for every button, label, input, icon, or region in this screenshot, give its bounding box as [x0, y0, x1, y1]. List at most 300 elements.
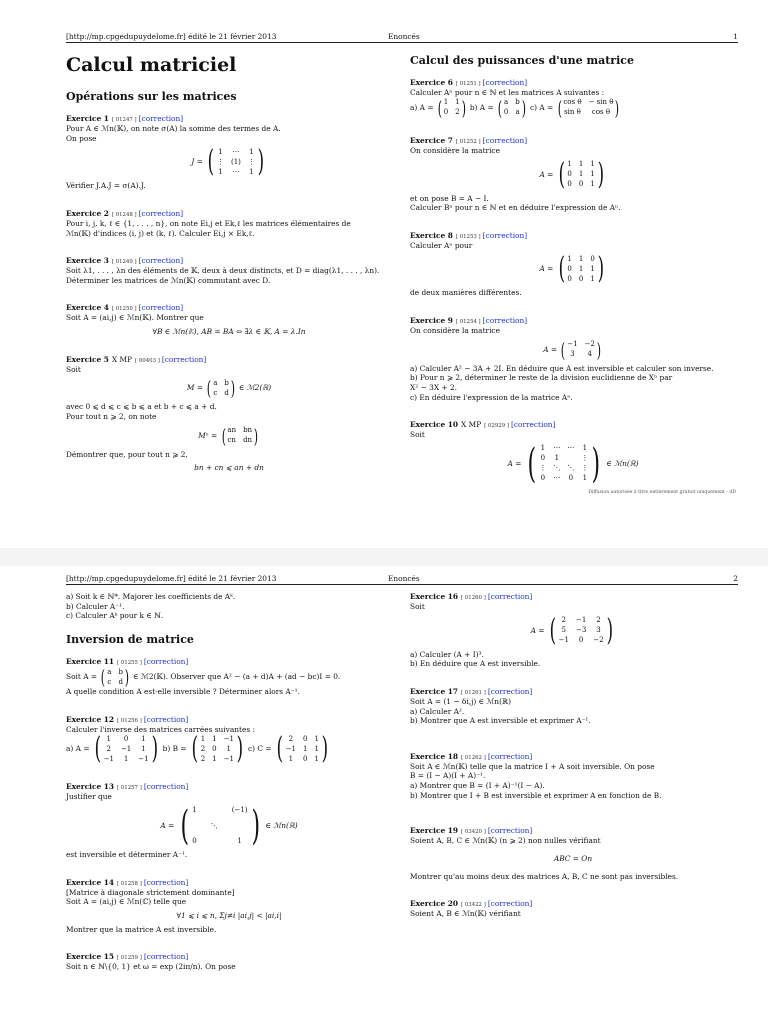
- correction-link[interactable]: [correction]: [138, 303, 184, 313]
- matrix-grid: [559, 616, 604, 645]
- correction-link[interactable]: [correction]: [138, 113, 184, 123]
- matrix-cell: 1: [218, 167, 223, 176]
- matrix-A: ( a b c d ): [101, 665, 129, 690]
- document-title: Calcul matriciel: [66, 54, 237, 76]
- exercise-text: X² − 3X + 2.: [410, 382, 458, 392]
- matrix-cell: 1: [443, 98, 449, 107]
- exercise-tag: [ 01255 ]: [117, 660, 142, 667]
- matrix-cell: [192, 822, 196, 831]
- matrix-grid: [504, 98, 520, 117]
- exercise-heading: Exercice 9: [410, 316, 453, 326]
- exercise-heading: Exercice 1: [66, 113, 109, 123]
- exercise-heading: Exercice 4: [66, 303, 109, 313]
- matrix-cell: 1: [218, 147, 223, 156]
- exercise-text: a) Calculer (A + I)³.: [410, 649, 484, 659]
- exercise-text: On pose: [66, 133, 97, 143]
- matrix-grid: [286, 735, 319, 764]
- matrix-A: ( 2 −1 2 5 −3 3 −1 0 −2 ): [549, 612, 613, 648]
- matrix-grid: [567, 160, 594, 189]
- exercise-text: Soit A ∈ ℳn(𝕂) telle que la matrice I + A soit inversible. On pose: [410, 761, 655, 771]
- matrix-cell: −1: [223, 755, 234, 763]
- page-number: 2: [733, 574, 738, 583]
- matrix-cell: cos θ: [563, 98, 582, 107]
- matrix-cell: − sin θ: [588, 98, 614, 107]
- matrix-cell: 0: [578, 636, 584, 645]
- exercise-text: a) Montrer que B = (I + A)⁻¹(I − A).: [410, 781, 545, 791]
- matrix-A: ( −1 −2 3 4 ): [561, 337, 602, 362]
- matrix-cell: −1: [575, 616, 587, 624]
- item-label: c) A =: [529, 102, 554, 112]
- exercise-text: On considère la matrice: [410, 326, 500, 336]
- matrix-cell: sin θ: [564, 108, 581, 117]
- exercise-text: b) Montrer que I + B est inversible et exprimer A en fonction de B.: [410, 790, 662, 800]
- item-label: a) A =: [410, 102, 434, 112]
- matrix-b: ( 1 1 −1 2 0 1 2 1 −1 ): [191, 731, 244, 767]
- exercise-text: Pour i, j, k, ℓ ∈ {1, . . . , n}, on note Ei,j et Ek,ℓ les matrices élémentaires de: [66, 218, 351, 228]
- matrix-display: [66, 803, 392, 850]
- matrix-cell: −2: [593, 636, 604, 645]
- matrix-cell: 1: [249, 147, 254, 156]
- matrix-cell: ⋮: [581, 454, 589, 463]
- exercise-tag: [ 01257 ]: [117, 785, 142, 792]
- matrix-cell: 1: [314, 755, 319, 763]
- matrix-c: ( 2 0 1 −1 1 1 1 0 1 ): [276, 731, 329, 767]
- matrix-cell: [211, 806, 218, 815]
- matrix-cell: 0: [123, 734, 129, 743]
- matrix-lhs: A =: [539, 169, 554, 179]
- matrix-cell: ⋯: [232, 167, 240, 176]
- correction-link[interactable]: [correction]: [482, 316, 528, 326]
- exercise-line: [66, 665, 392, 690]
- matrix-cell: cos θ: [591, 108, 611, 117]
- matrix-cell: 2: [596, 616, 601, 624]
- matrix-cell: d: [224, 388, 229, 397]
- exercise-8: [410, 231, 736, 298]
- matrix-cell: 0: [303, 734, 308, 743]
- exercise-6: [410, 78, 736, 118]
- exercise-tag: [ 01250 ]: [111, 306, 137, 313]
- matrix-cell: 1: [141, 734, 146, 743]
- correction-link[interactable]: [correction]: [143, 714, 189, 724]
- matrix-grid: [567, 340, 595, 359]
- matrix-cell: 1: [590, 159, 595, 168]
- exercise-text: On considère la matrice: [410, 145, 500, 155]
- matrix-grid: [227, 426, 252, 445]
- exercise-10-continued: [66, 592, 392, 621]
- left-column: [66, 592, 392, 990]
- exercise-text: et on pose B = A − I.: [410, 193, 489, 203]
- exercise-heading: Exercice 5: [66, 354, 109, 364]
- exercise-3: [66, 256, 392, 285]
- matrix-cell: 1: [582, 444, 588, 453]
- matrix-cell: 2: [106, 744, 111, 753]
- exercise-tag: [ 03420 ]: [461, 829, 486, 836]
- section-title-inversion: Inversion de matrice: [66, 632, 194, 646]
- matrix-a: ( 1 1 0 2 ): [437, 95, 466, 120]
- exercise-5: [66, 355, 392, 473]
- header-url[interactable]: [http://mp.cpgedupuydelome.fr] édité le 21 février 2013: [66, 32, 277, 41]
- exercise-1: [66, 114, 392, 191]
- exercise-text: Calculer Bⁿ pour n ∈ ℕ et en déduire l'expression de Aⁿ.: [410, 203, 621, 213]
- exercise-15: [66, 952, 392, 972]
- header-rule: [66, 584, 738, 585]
- exam-label: X MP: [461, 420, 482, 430]
- matrix-cell: 1: [303, 744, 308, 753]
- matrix-M: ( a b c d ): [207, 376, 235, 401]
- exercise-heading: Exercice 15: [66, 952, 115, 962]
- matrix-cell: 5: [561, 626, 567, 635]
- matrix-J: ( 1 ⋯ 1 ⋮ (1) ⋮ 1 ⋯ 1 ): [207, 144, 264, 180]
- item-label: a) A =: [66, 744, 90, 754]
- matrix-cell: 1: [578, 170, 584, 179]
- exercise-text: Soit A = (ai,j) ∈ ℳn(ℂ) telle que: [66, 897, 187, 907]
- exercise-text: a) Calculer A² − 3A + 2I. En déduire que A est inversible et calculer son inverse.: [410, 363, 714, 373]
- matrix-cell: 2: [200, 755, 206, 763]
- exercise-7: [410, 136, 736, 213]
- exercise-tag: [ 01256 ]: [117, 717, 142, 724]
- matrix-a: ( 1 0 1 2 −1 1 −1 1 −1 ): [94, 731, 158, 767]
- matrix-rhs: ∈ ℳ2(ℝ): [239, 383, 272, 393]
- matrix-cell: 1: [212, 734, 217, 743]
- exercise-text: ℳn(𝕂) d'indices (i, j) et (k, ℓ). Calculer Ei,j × Ek,ℓ.: [66, 228, 255, 238]
- matrix-cell: 0: [578, 180, 584, 189]
- matrix-display: [66, 144, 392, 180]
- matrix-cell: 1: [106, 734, 111, 743]
- correction-link[interactable]: [correction]: [487, 751, 533, 761]
- section-title-operations: Opérations sur les matrices: [66, 89, 237, 103]
- matrix-cell: a: [503, 98, 509, 107]
- matrix-cell: an: [227, 425, 237, 434]
- footer-note: Diffusion autorisée à titre entièrement gratuit uniquement - dD: [588, 489, 736, 495]
- matrix-display: [66, 423, 392, 448]
- correction-link[interactable]: [correction]: [143, 657, 189, 667]
- exercise-tag: [ 00403 ]: [135, 357, 160, 364]
- exercise-heading: Exercice 18: [410, 751, 459, 761]
- matrix-row: [66, 731, 392, 767]
- matrix-cell: 0: [567, 170, 572, 179]
- correction-link[interactable]: [correction]: [487, 899, 533, 909]
- display-formula: bn + cn ⩽ an + dn: [194, 463, 264, 473]
- exercise-text: Calculer Aⁿ pour: [410, 240, 473, 250]
- exercise-tag: [ 01249 ]: [111, 259, 137, 266]
- matrix-cell: (1): [230, 157, 241, 166]
- page-header: [66, 32, 738, 42]
- exercise-text: [Matrice à diagonale strictement dominante]: [66, 887, 235, 897]
- matrix-lhs: A =: [530, 625, 545, 635]
- exercise-tag: [ 01253 ]: [455, 233, 481, 240]
- matrix-cell: 1: [141, 744, 146, 753]
- exercise-9: [410, 316, 736, 402]
- exercise-heading: Exercice 19: [410, 826, 459, 836]
- matrix-cell: cn: [227, 436, 236, 445]
- exercise-heading: Exercice 17: [410, 686, 459, 696]
- exercise-heading: Exercice 6: [410, 78, 453, 88]
- matrix-cell: 0: [578, 275, 584, 284]
- matrix-cell: c: [213, 388, 218, 397]
- matrix-cell: 1: [200, 734, 206, 743]
- matrix-cell: (−1): [231, 806, 248, 815]
- exam-label: X MP: [111, 354, 133, 364]
- exercise-text: Pour tout n ⩾ 2, on note: [66, 411, 157, 421]
- matrix-cell: 1: [590, 264, 595, 273]
- exercise-tag: [ 01248 ]: [111, 211, 137, 218]
- exercise-heading: Exercice 20: [410, 899, 459, 909]
- exercise-tag: [ 01261 ]: [461, 689, 486, 696]
- matrix-cell: 0: [192, 836, 197, 845]
- matrix-cell: 1: [578, 254, 584, 263]
- exercise-tag: [ 01259 ]: [117, 955, 142, 962]
- header-section: Enoncés: [388, 574, 420, 583]
- matrix-cell: 3: [570, 350, 575, 359]
- matrix-cell: ⋯: [553, 474, 561, 483]
- matrix-cell: 0: [540, 474, 546, 483]
- right-column: [410, 50, 736, 514]
- matrix-grid: [217, 148, 255, 177]
- exercise-20: [410, 899, 736, 919]
- exercise-2: [66, 209, 392, 238]
- matrix-cell: 1: [590, 170, 595, 179]
- matrix-cell: 2: [455, 108, 460, 117]
- matrix-display: [410, 251, 736, 287]
- exercise-16: [410, 592, 736, 669]
- exercise-heading: Exercice 10: [410, 420, 459, 430]
- exercise-text: Justifier que: [66, 792, 112, 802]
- correction-link[interactable]: [correction]: [487, 826, 533, 836]
- matrix-cell: [211, 837, 218, 846]
- matrix-cell: 0: [303, 755, 308, 763]
- matrix-cell: [567, 454, 574, 463]
- exercise-text: b) Montrer que A est inversible et exprimer A⁻¹.: [410, 716, 591, 726]
- matrix-cell: −1: [120, 744, 132, 753]
- exercise-19: [410, 826, 736, 881]
- matrix-grid: [567, 255, 594, 284]
- exercise-text: a) Calculer A².: [410, 706, 465, 716]
- matrix-lhs: A =: [507, 458, 522, 468]
- matrix-display: [410, 440, 736, 487]
- item-label: c) C =: [248, 744, 272, 754]
- exercise-text: c) Calculer Aᵏ pour k ∈ ℕ.: [66, 611, 164, 621]
- correction-link[interactable]: [correction]: [143, 952, 189, 962]
- matrix-cell: 1: [123, 755, 129, 763]
- exercise-text: B = (I − A)(I + A)⁻¹.: [410, 771, 486, 781]
- page-separator: [0, 548, 768, 566]
- exercise-tag: [ 02929 ]: [484, 423, 509, 430]
- correction-link[interactable]: [correction]: [482, 230, 528, 240]
- exercise-heading: Exercice 3: [66, 256, 109, 266]
- correction-link[interactable]: [correction]: [143, 877, 189, 887]
- matrix-cell: 1: [455, 98, 460, 107]
- exercise-heading: Exercice 8: [410, 230, 453, 240]
- matrix-grid: [563, 98, 613, 117]
- matrix-cell: 1: [237, 836, 242, 845]
- exercise-text: Déterminer les matrices de ℳn(𝕂) commutant avec D.: [66, 275, 271, 285]
- matrix-cell: 0: [503, 108, 509, 117]
- exercise-heading: Exercice 14: [66, 877, 115, 887]
- matrix-A: ( 1 1 1 0 1 1 0 0 1 ): [558, 156, 604, 192]
- page-2: [0, 566, 768, 1024]
- exercise-12: [66, 715, 392, 765]
- page-header: [66, 574, 738, 584]
- exercise-text: Soit λ1, . . . , λn des éléments de 𝕂, deux à deux distincts, et D = diag(λ1, . . . , λn).: [66, 266, 380, 276]
- matrix-rhs: ∈ ℳn(ℝ): [265, 821, 298, 831]
- matrix-cell: 2: [288, 734, 294, 743]
- correction-link[interactable]: [correction]: [143, 782, 189, 792]
- matrix-row: [410, 95, 736, 120]
- matrix-cell: 1: [582, 474, 588, 483]
- correction-link[interactable]: [correction]: [482, 135, 528, 145]
- matrix-cell: d: [118, 677, 123, 686]
- matrix-display: [410, 612, 736, 648]
- matrix-cell: 0: [567, 264, 572, 273]
- matrix-cell: ⋯: [567, 444, 575, 453]
- matrix-cell: 0: [590, 254, 595, 263]
- matrix-cell: b: [224, 378, 229, 387]
- exercise-heading: Exercice 2: [66, 208, 109, 218]
- item-label: b) A =: [469, 102, 494, 112]
- matrix-cell: 0: [567, 180, 572, 189]
- exercise-18: [410, 752, 736, 801]
- matrix-cell: ⋮: [216, 157, 224, 166]
- exercise-text: Calculer Aⁿ pour n ∈ ℕ et les matrices A suivantes :: [410, 88, 605, 98]
- matrix-cell: −1: [223, 734, 234, 743]
- exercise-text: de deux manières différentes.: [410, 288, 522, 298]
- exercise-heading: Exercice 11: [66, 657, 115, 667]
- matrix-grid: [201, 735, 234, 764]
- exercise-text: Soit: [410, 430, 425, 440]
- matrix-cell: −3: [575, 626, 587, 635]
- matrix-cell: b: [515, 98, 520, 107]
- matrix-grid: [192, 806, 247, 845]
- exercise-tag: [ 01258 ]: [117, 880, 142, 887]
- matrix-cell: ⋮: [581, 464, 589, 473]
- exercise-text: c) En déduire l'expression de la matrice Aⁿ.: [410, 392, 573, 402]
- matrix-cell: ⋱: [567, 464, 575, 473]
- matrix-display: [410, 337, 736, 362]
- exercise-text: ∈ ℳ2(𝕂). Observer que A² − (a + d)A + (ad − bc)I = 0.: [133, 672, 341, 682]
- matrix-cell: 1: [249, 167, 254, 176]
- exercise-text: a) Soit k ∈ ℕ*. Majorer les coefficients de Aᵏ.: [66, 592, 236, 601]
- matrix-cell: −1: [103, 755, 114, 763]
- exercise-11: [66, 657, 392, 697]
- matrix-lhs: Mⁿ =: [198, 430, 218, 440]
- matrix-cell: 2: [200, 744, 206, 753]
- correction-link[interactable]: [correction]: [487, 592, 533, 601]
- matrix-lhs: J =: [191, 157, 203, 167]
- matrix-cell: [232, 822, 248, 831]
- matrix-cell: 0: [540, 454, 546, 463]
- exercise-tag: [ 01251 ]: [455, 81, 481, 88]
- matrix-cell: −1: [567, 340, 578, 349]
- matrix-A: ( 1 (−1) ⋱ 0 1 ): [180, 803, 260, 850]
- exercise-text: Pour A ∈ ℳn(𝕂), on note σ(A) la somme des termes de A.: [66, 124, 281, 133]
- matrix-cell: 1: [590, 275, 595, 284]
- item-label: b) B =: [162, 744, 187, 754]
- matrix-cell: 1: [567, 254, 572, 263]
- correction-link[interactable]: [correction]: [138, 256, 184, 266]
- matrix-cell: 1: [590, 180, 595, 189]
- exercise-text: b) Calculer A⁻¹.: [66, 601, 125, 611]
- matrix-cell: 0: [443, 108, 449, 117]
- correction-link[interactable]: [correction]: [510, 420, 556, 430]
- matrix-cell: 0: [212, 744, 217, 753]
- section-title-puissances: Calcul des puissances d'une matrice: [410, 54, 634, 67]
- exercise-text: Soit A = (ai,j) ∈ ℳn(𝕂). Montrer que: [66, 313, 204, 323]
- matrix-cell: ⋱: [210, 821, 218, 830]
- matrix-b: ( a b 0 a ): [497, 95, 526, 120]
- exercise-tag: [ 01254 ]: [455, 319, 481, 326]
- matrix-lhs: A =: [543, 344, 558, 354]
- exercise-tag: [ 01247 ]: [111, 116, 137, 123]
- exercise-text: b) En déduire que A est inversible.: [410, 659, 541, 669]
- matrix-cell: 1: [578, 159, 584, 168]
- matrix-cell: 0: [568, 474, 574, 483]
- matrix-cell: a: [213, 378, 218, 387]
- exercise-10: [410, 420, 736, 496]
- matrix-cell: 1: [192, 806, 197, 815]
- right-column: [410, 592, 736, 937]
- exercise-tag: [ 03422 ]: [461, 902, 486, 909]
- exercise-17: [410, 687, 736, 726]
- matrix-cell: 0: [567, 275, 572, 284]
- matrix-cell: ⋯: [232, 147, 240, 156]
- exercise-tag: [ 01262 ]: [461, 754, 486, 761]
- exercise-heading: Exercice 12: [66, 714, 115, 724]
- matrix-cell: 1: [578, 264, 584, 273]
- exercise-13: [66, 782, 392, 859]
- matrix-cell: 1: [540, 444, 546, 453]
- exercise-text: b) Pour n ⩾ 2, déterminer le reste de la division euclidienne de Xⁿ par: [410, 373, 673, 383]
- matrix-A: ( 1 1 0 0 1 1 0 0 1 ): [558, 251, 604, 287]
- matrix-c: ( cos θ − sin θ sin θ cos θ ): [557, 95, 620, 120]
- exercise-text: Soit A = (1 − δi,j) ∈ ℳn(ℝ): [410, 696, 511, 706]
- matrix-cell: 4: [587, 350, 593, 359]
- matrix-cell: 1: [314, 734, 319, 743]
- exercise-tag: [ 01252 ]: [455, 138, 481, 145]
- exercise-heading: Exercice 13: [66, 782, 115, 792]
- matrix-cell: ⋯: [553, 444, 561, 453]
- exercise-text: Montrer qu'au moins deux des matrices A, B, C ne sont pas inversibles.: [410, 871, 679, 881]
- header-section: Enoncés: [388, 32, 420, 41]
- matrix-cell: dn: [243, 436, 253, 445]
- matrix-cell: b: [118, 667, 123, 676]
- correction-link[interactable]: [correction]: [482, 78, 528, 88]
- matrix-lhs: A =: [539, 264, 554, 274]
- correction-link[interactable]: [correction]: [161, 354, 207, 364]
- matrix-cell: 1: [554, 454, 560, 463]
- matrix-cell: 1: [314, 744, 319, 753]
- header-url[interactable]: [http://mp.cpgedupuydelome.fr] édité le 21 février 2013: [66, 574, 277, 583]
- matrix-cell: a: [107, 667, 112, 676]
- matrix-cell: bn: [243, 425, 253, 434]
- matrix-cell: −1: [138, 755, 149, 763]
- matrix-rhs: ∈ ℳn(ℝ): [606, 458, 639, 468]
- exercise-text: Soient A, B, C ∈ ℳn(𝕂) (n ⩾ 2) non nulles vérifiant: [410, 836, 601, 846]
- exercise-text: Soient A, B ∈ ℳn(𝕂) vérifiant: [410, 909, 521, 919]
- exercise-text: Calculer l'inverse des matrices carrées suivantes :: [66, 724, 255, 734]
- exercise-text: A quelle condition A est-elle inversible ? Déterminer alors A⁻¹.: [66, 687, 300, 697]
- exercise-tag: [ 01260 ]: [461, 595, 486, 601]
- exercise-14: [66, 878, 392, 935]
- exercise-text: Montrer que la matrice A est inversible.: [66, 924, 217, 934]
- exercise-text: Soit A =: [66, 672, 98, 682]
- matrix-cell: −2: [584, 340, 595, 349]
- correction-link[interactable]: [correction]: [138, 208, 184, 218]
- matrix-cell: 3: [596, 626, 601, 635]
- correction-link[interactable]: [correction]: [487, 686, 533, 696]
- display-formula: ABC = On: [553, 853, 593, 863]
- matrix-cell: 1: [212, 755, 217, 763]
- exercise-4: [66, 303, 392, 336]
